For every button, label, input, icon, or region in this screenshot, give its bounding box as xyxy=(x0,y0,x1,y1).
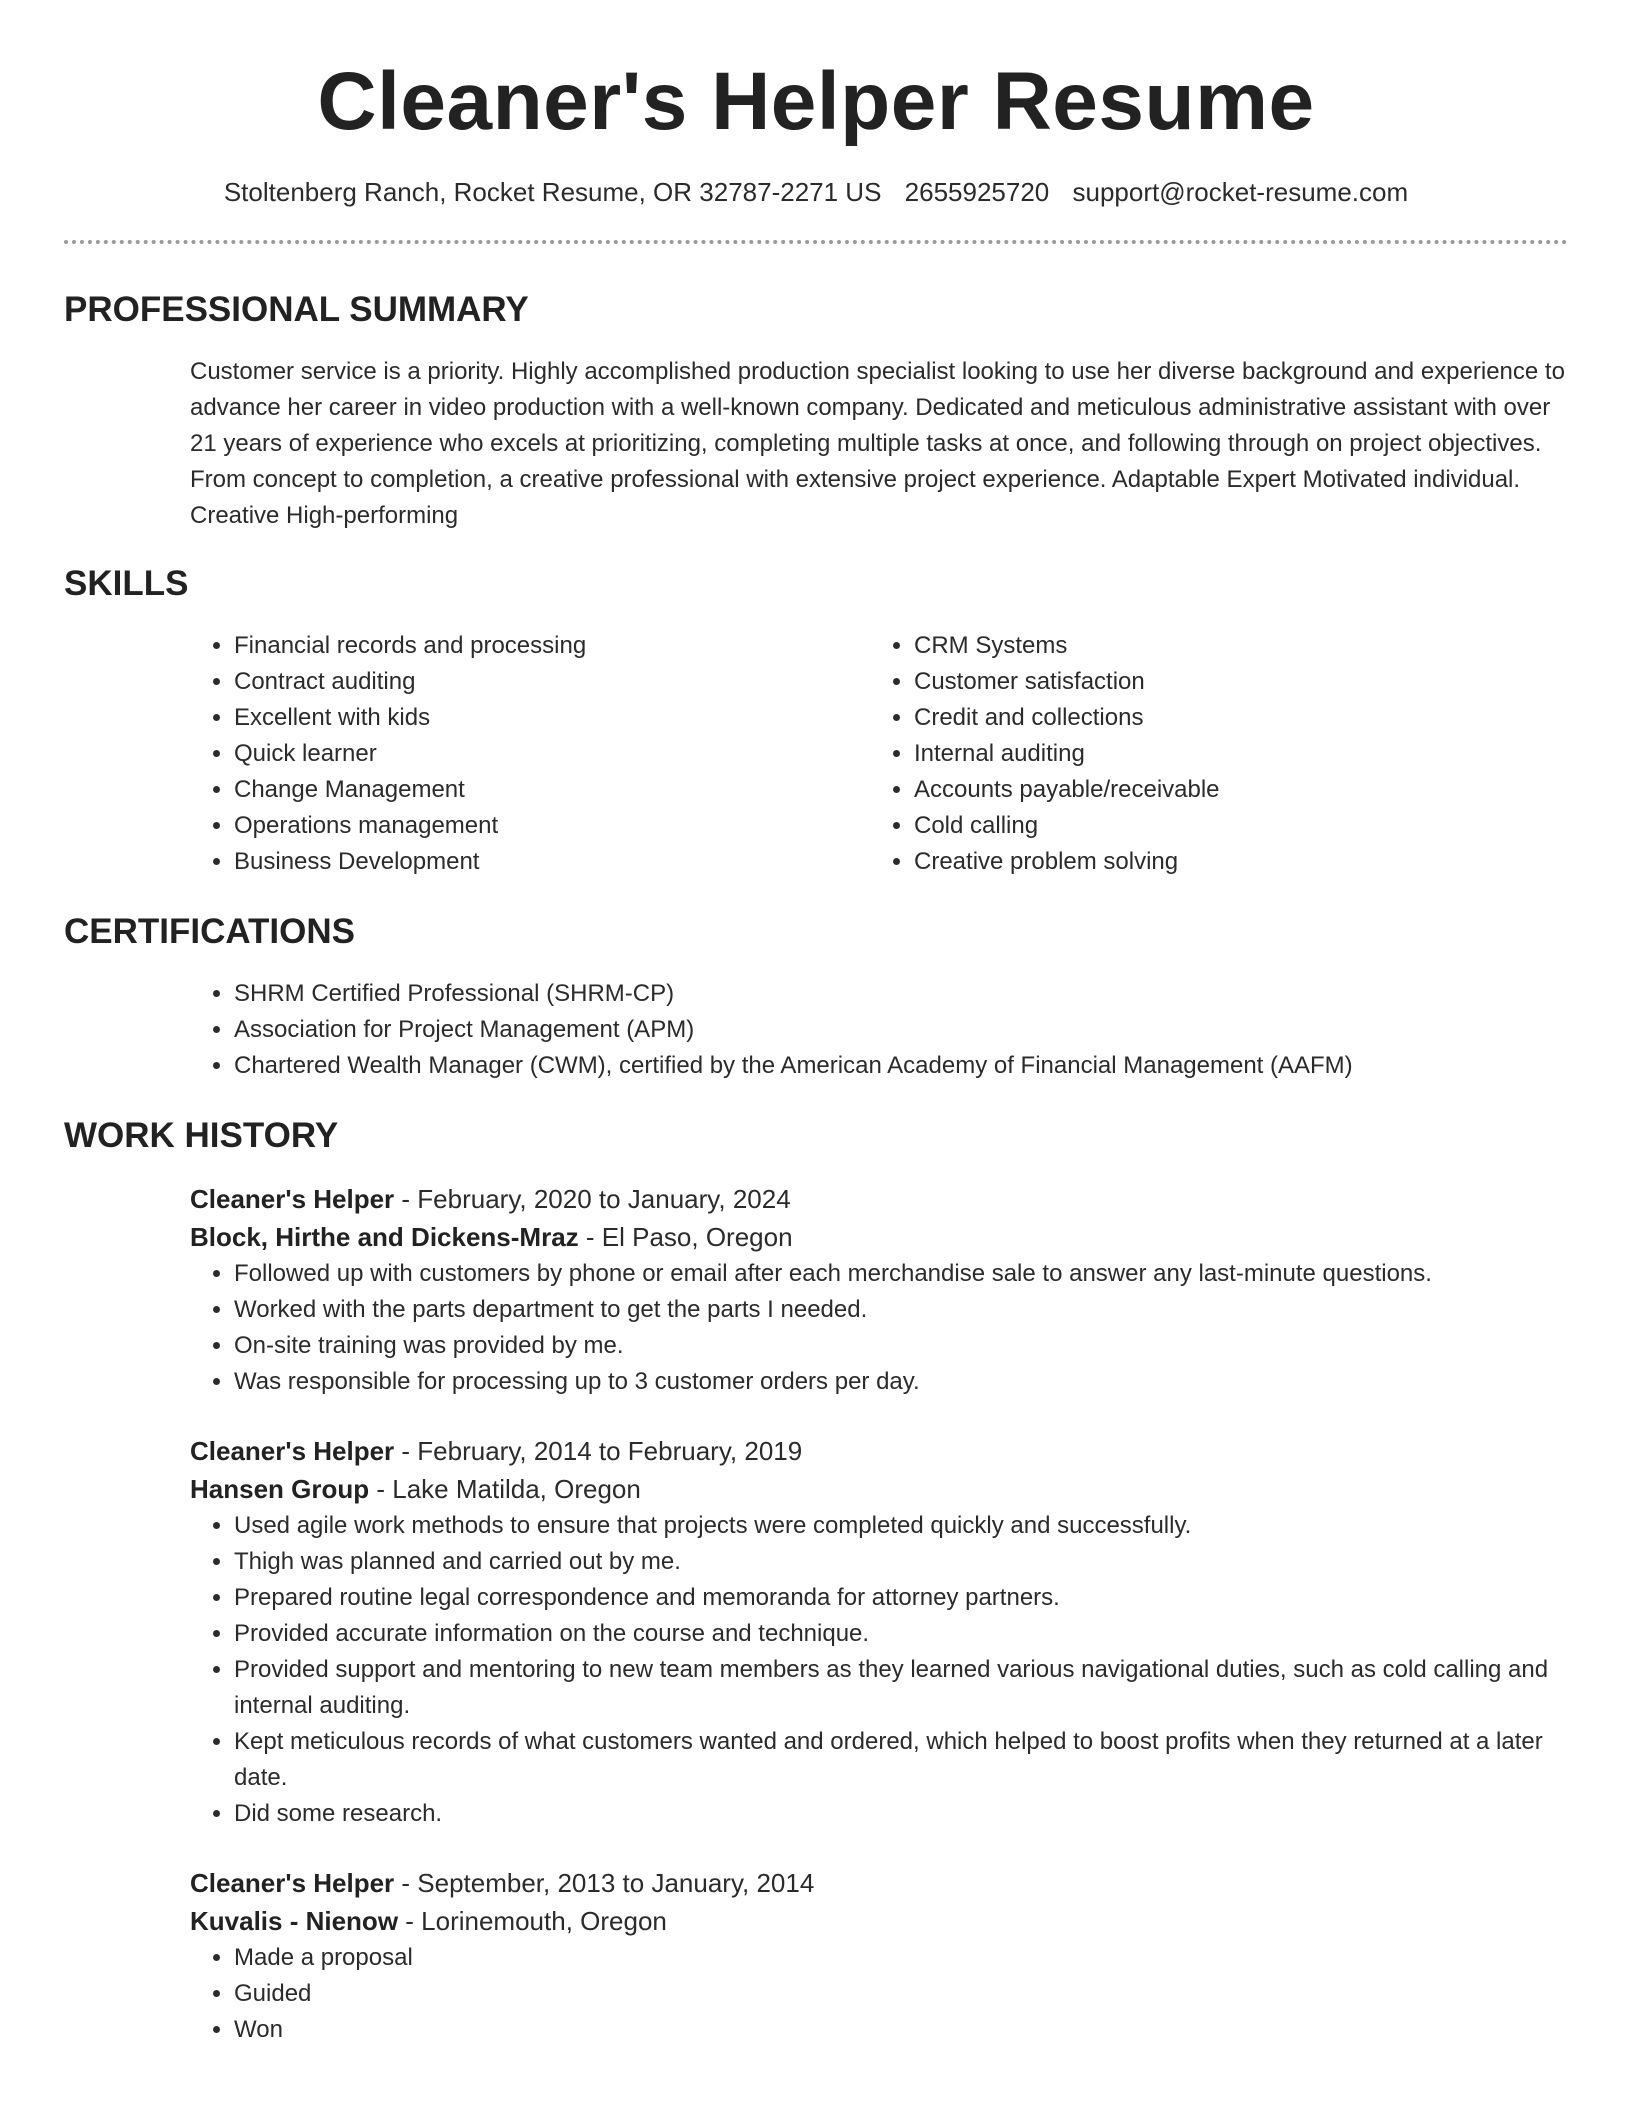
job-entry xyxy=(190,1864,1568,2048)
job-duties-list xyxy=(190,1940,1568,2048)
job-title-line xyxy=(190,1864,1568,1902)
summary-heading: PROFESSIONAL SUMMARY xyxy=(64,290,529,329)
summary-text: Customer service is a priority. Highly accomplished production specialist looking to use her diverse background and experience to advance her career in video production with a well-known company. Dedicated and meticulous administrative assistant with over 21 years of experience who excels at prioritizing, completing multiple tasks at once, and following through on project objectives. From concept to completion, a creative professional with extensive project experience. Adaptable Expert Motivated individual. Creative High-performing xyxy=(190,358,1565,529)
job-duty: • Used agile work methods to ensure that projects were completed quickly and successfully. xyxy=(234,1508,1568,1544)
contact-address: Stoltenberg Ranch, Rocket Resume, OR 32787-2271 US xyxy=(223,177,882,207)
job-title-line xyxy=(190,1180,1568,1218)
skills-column-right xyxy=(870,628,1550,880)
job-duty: • Won xyxy=(234,2012,1568,2048)
skill-item: • Contract auditing xyxy=(234,664,870,700)
job-entry xyxy=(190,1180,1568,1400)
job-dates: - February, 2020 to January, 2024 xyxy=(394,1184,791,1214)
job-title: Cleaner's Helper xyxy=(190,1436,395,1466)
job-company: Hansen Group xyxy=(190,1474,370,1504)
work-history-section xyxy=(190,1180,1568,2048)
work-history-heading: WORK HISTORY xyxy=(64,1116,339,1155)
job-company-line xyxy=(190,1902,1568,1940)
job-dates: - February, 2014 to February, 2019 xyxy=(394,1436,803,1466)
skill-item: • Operations management xyxy=(234,808,870,844)
job-duties-list xyxy=(190,1508,1568,1832)
job-company: Kuvalis - Nienow xyxy=(190,1906,399,1936)
certifications-section xyxy=(190,976,1568,1084)
skills-column-left xyxy=(190,628,870,880)
skills-heading: SKILLS xyxy=(64,564,189,603)
skill-item: • Change Management xyxy=(234,772,870,808)
certifications-heading: CERTIFICATIONS xyxy=(64,912,356,951)
job-location: - El Paso, Oregon xyxy=(578,1222,793,1252)
skills-grid xyxy=(190,628,1568,880)
skill-item: • Creative problem solving xyxy=(914,844,1550,880)
contact-line xyxy=(64,174,1568,210)
certification-item: • SHRM Certified Professional (SHRM-CP) xyxy=(234,976,1568,1012)
skill-item: • Financial records and processing xyxy=(234,628,870,664)
certifications-list xyxy=(190,976,1568,1084)
job-location: - Lake Matilda, Oregon xyxy=(369,1474,641,1504)
job-duty: • Worked with the parts department to get the parts I needed. xyxy=(234,1292,1568,1328)
skill-item: • Accounts payable/receivable xyxy=(914,772,1550,808)
job-duty: • Prepared routine legal correspondence and memoranda for attorney partners. xyxy=(234,1580,1568,1616)
job-duty: • Provided support and mentoring to new team members as they learned various navigational duties, such as cold calling and internal auditing. xyxy=(234,1652,1568,1724)
job-duty: • On-site training was provided by me. xyxy=(234,1328,1568,1364)
skill-item: • CRM Systems xyxy=(914,628,1550,664)
skill-item: • Credit and collections xyxy=(914,700,1550,736)
job-duty: • Provided accurate information on the course and technique. xyxy=(234,1616,1568,1652)
skills-list-right xyxy=(870,628,1550,880)
resume-title: Cleaner's Helper Resume xyxy=(317,56,1315,147)
skill-item: • Internal auditing xyxy=(914,736,1550,772)
job-title: Cleaner's Helper xyxy=(190,1184,395,1214)
skill-item: • Quick learner xyxy=(234,736,870,772)
job-location: - Lorinemouth, Oregon xyxy=(398,1906,667,1936)
job-duty: • Kept meticulous records of what customers wanted and ordered, which helped to boost profits when they returned at a later date. xyxy=(234,1724,1568,1796)
skill-item: • Cold calling xyxy=(914,808,1550,844)
job-duty: • Made a proposal xyxy=(234,1940,1568,1976)
skills-list-left xyxy=(190,628,870,880)
job-company-line xyxy=(190,1470,1568,1508)
certification-item: • Chartered Wealth Manager (CWM), certified by the American Academy of Financial Management (AAFM) xyxy=(234,1048,1568,1084)
skill-item: • Customer satisfaction xyxy=(914,664,1550,700)
job-duty: • Guided xyxy=(234,1976,1568,2012)
job-duty: • Was responsible for processing up to 3 customer orders per day. xyxy=(234,1364,1568,1400)
certification-item: • Association for Project Management (APM) xyxy=(234,1012,1568,1048)
job-entry xyxy=(190,1432,1568,1832)
job-title-line xyxy=(190,1432,1568,1470)
job-duty: • Did some research. xyxy=(234,1796,1568,1832)
job-title: Cleaner's Helper xyxy=(190,1868,395,1898)
job-duties-list xyxy=(190,1256,1568,1400)
job-duty: • Followed up with customers by phone or email after each merchandise sale to answer any last-minute questions. xyxy=(234,1256,1568,1292)
job-company-line xyxy=(190,1218,1568,1256)
job-dates: - September, 2013 to January, 2014 xyxy=(394,1868,815,1898)
contact-email: support@rocket-resume.com xyxy=(1072,177,1409,207)
skill-item: • Business Development xyxy=(234,844,870,880)
skill-item: • Excellent with kids xyxy=(234,700,870,736)
header-divider xyxy=(64,240,1568,244)
job-company: Block, Hirthe and Dickens-Mraz xyxy=(190,1222,579,1252)
contact-phone: 2655925720 xyxy=(904,177,1050,207)
job-duty: • Thigh was planned and carried out by me. xyxy=(234,1544,1568,1580)
